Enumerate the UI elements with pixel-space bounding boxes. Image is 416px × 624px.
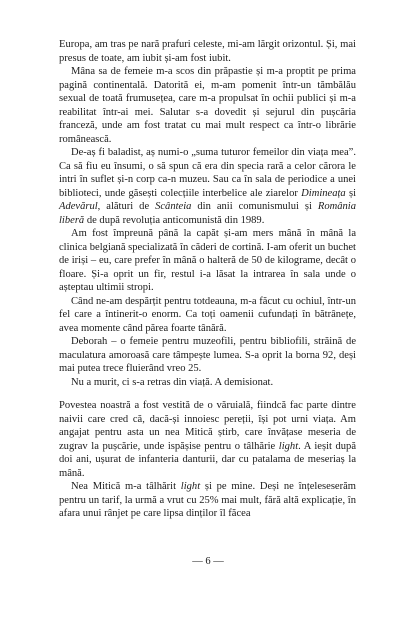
italic-title: Scânteia (155, 201, 192, 212)
paragraph-p1 (59, 38, 356, 65)
paragraph-p7 (59, 376, 356, 390)
paragraph-p3 (59, 146, 356, 227)
text-run: . A ieșit după doi ani, ușurat de infanteria danturii, dar cu patalama de meseriaș la mână. (59, 440, 356, 479)
text-run: Nea Mitică m-a tâlhărit (71, 481, 181, 492)
page-number (0, 556, 416, 567)
text-run: Când ne-am despărțit pentru totdeauna, m-a făcut cu ochiul, într-un fel care a întinerit-o enorm. Ca toți oamenii cufundați în bătrânețe, avea momente când părea foarte tânără. (59, 295, 356, 334)
folio-dash-right: — (213, 556, 224, 567)
text-run: De-aș fi baladist, aș numi-o „suma tuturor femeilor din viața mea”. Ca să fiu eu însumi, o să spun că era din specia rară a celor cărora le intri în suflet și-n corp ca-n muzeu. Sau ca în sala de periodice a unei biblioteci, unde găsești colecțiile interbelice ale ziarelor (59, 147, 356, 199)
page-number-value: 6 (205, 556, 211, 567)
text-run: și (345, 187, 356, 199)
paragraph-p8 (59, 399, 356, 480)
text-run: și pe mine. Deși ne înțeleseserăm pentru un tarif, la urmă a vrut cu 25% mai mult, fără altă explicație, în afara unui rânjet pe care lipsa dinților îl făcea (59, 481, 357, 519)
italic-title: Dimineața (301, 187, 346, 199)
paragraph-p6 (59, 335, 356, 376)
text-run: Am fost împreună până la capăt și-am mers mână în mână la clinica belgiană specializată în căderi de cortină. I-am oferit un buchet de iriși – eu, care prefer în mână o halteră de 50 de kilograme, decât o floare. Și-a oprit un fir, restul i-a lăsat la intrarea în sala unde o așteptau ultimii stropi. (59, 228, 356, 293)
text-run: , alături de (97, 201, 156, 212)
paragraph-p2 (59, 65, 356, 146)
text-run: Deborah – o femeie pentru muzeofili, pentru bibliofili, străină de maculatura amoroasă care tâmpește lumea. S-a oprit la borna 92, deși mai putea trece fluierând vreo 25. (59, 336, 356, 374)
italic-title: light (278, 440, 299, 452)
text-run: de după revoluția anticomunistă din 1989. (84, 214, 265, 226)
text-run: Povestea noastră a fost vestită de o văruială, fiindcă fac parte dintre naivii care cred că, dacă-și innoiesc pereții, își pot urni viața. Am angajat pentru asta un nea Mitică știrb, care învățase meseria de zugrav la pușcărie, unde ispășise pentru o tâlhărie (59, 400, 356, 452)
text-run: Mâna sa de femeie m-a scos din prăpastie și m-a proptit pe prima pagină continentală. Datorită ei, m-am pomenit într-un tămbălău sexual de toată frumusețea, care m-a propulsat în ochii publici și m-a reabilitat într-ai mei. Salutar s-a dovedit și sejurul din pușcăria franceză, unde am fost tratat cu mai mult respect ca într-o librărie românească. (59, 66, 356, 145)
text-run: Nu a murit, ci s-a retras din viață. A demisionat. (71, 376, 274, 388)
body-text (59, 38, 356, 521)
paragraph-p5 (59, 295, 356, 336)
section-break (59, 389, 356, 399)
folio-dash-left: — (192, 556, 203, 567)
italic-title: România liberă (59, 201, 356, 226)
paragraph-p4 (59, 227, 356, 295)
paragraph-p9 (59, 480, 356, 521)
text-run: din anii comunismului și (191, 201, 318, 212)
italic-title: Adevărul (59, 201, 98, 212)
italic-title: light (180, 481, 201, 492)
text-run: Europa, am tras pe nară prafuri celeste, mi-am lărgit orizontul. Și, mai presus de toate, am iubit și-am fost iubit. (59, 39, 356, 64)
